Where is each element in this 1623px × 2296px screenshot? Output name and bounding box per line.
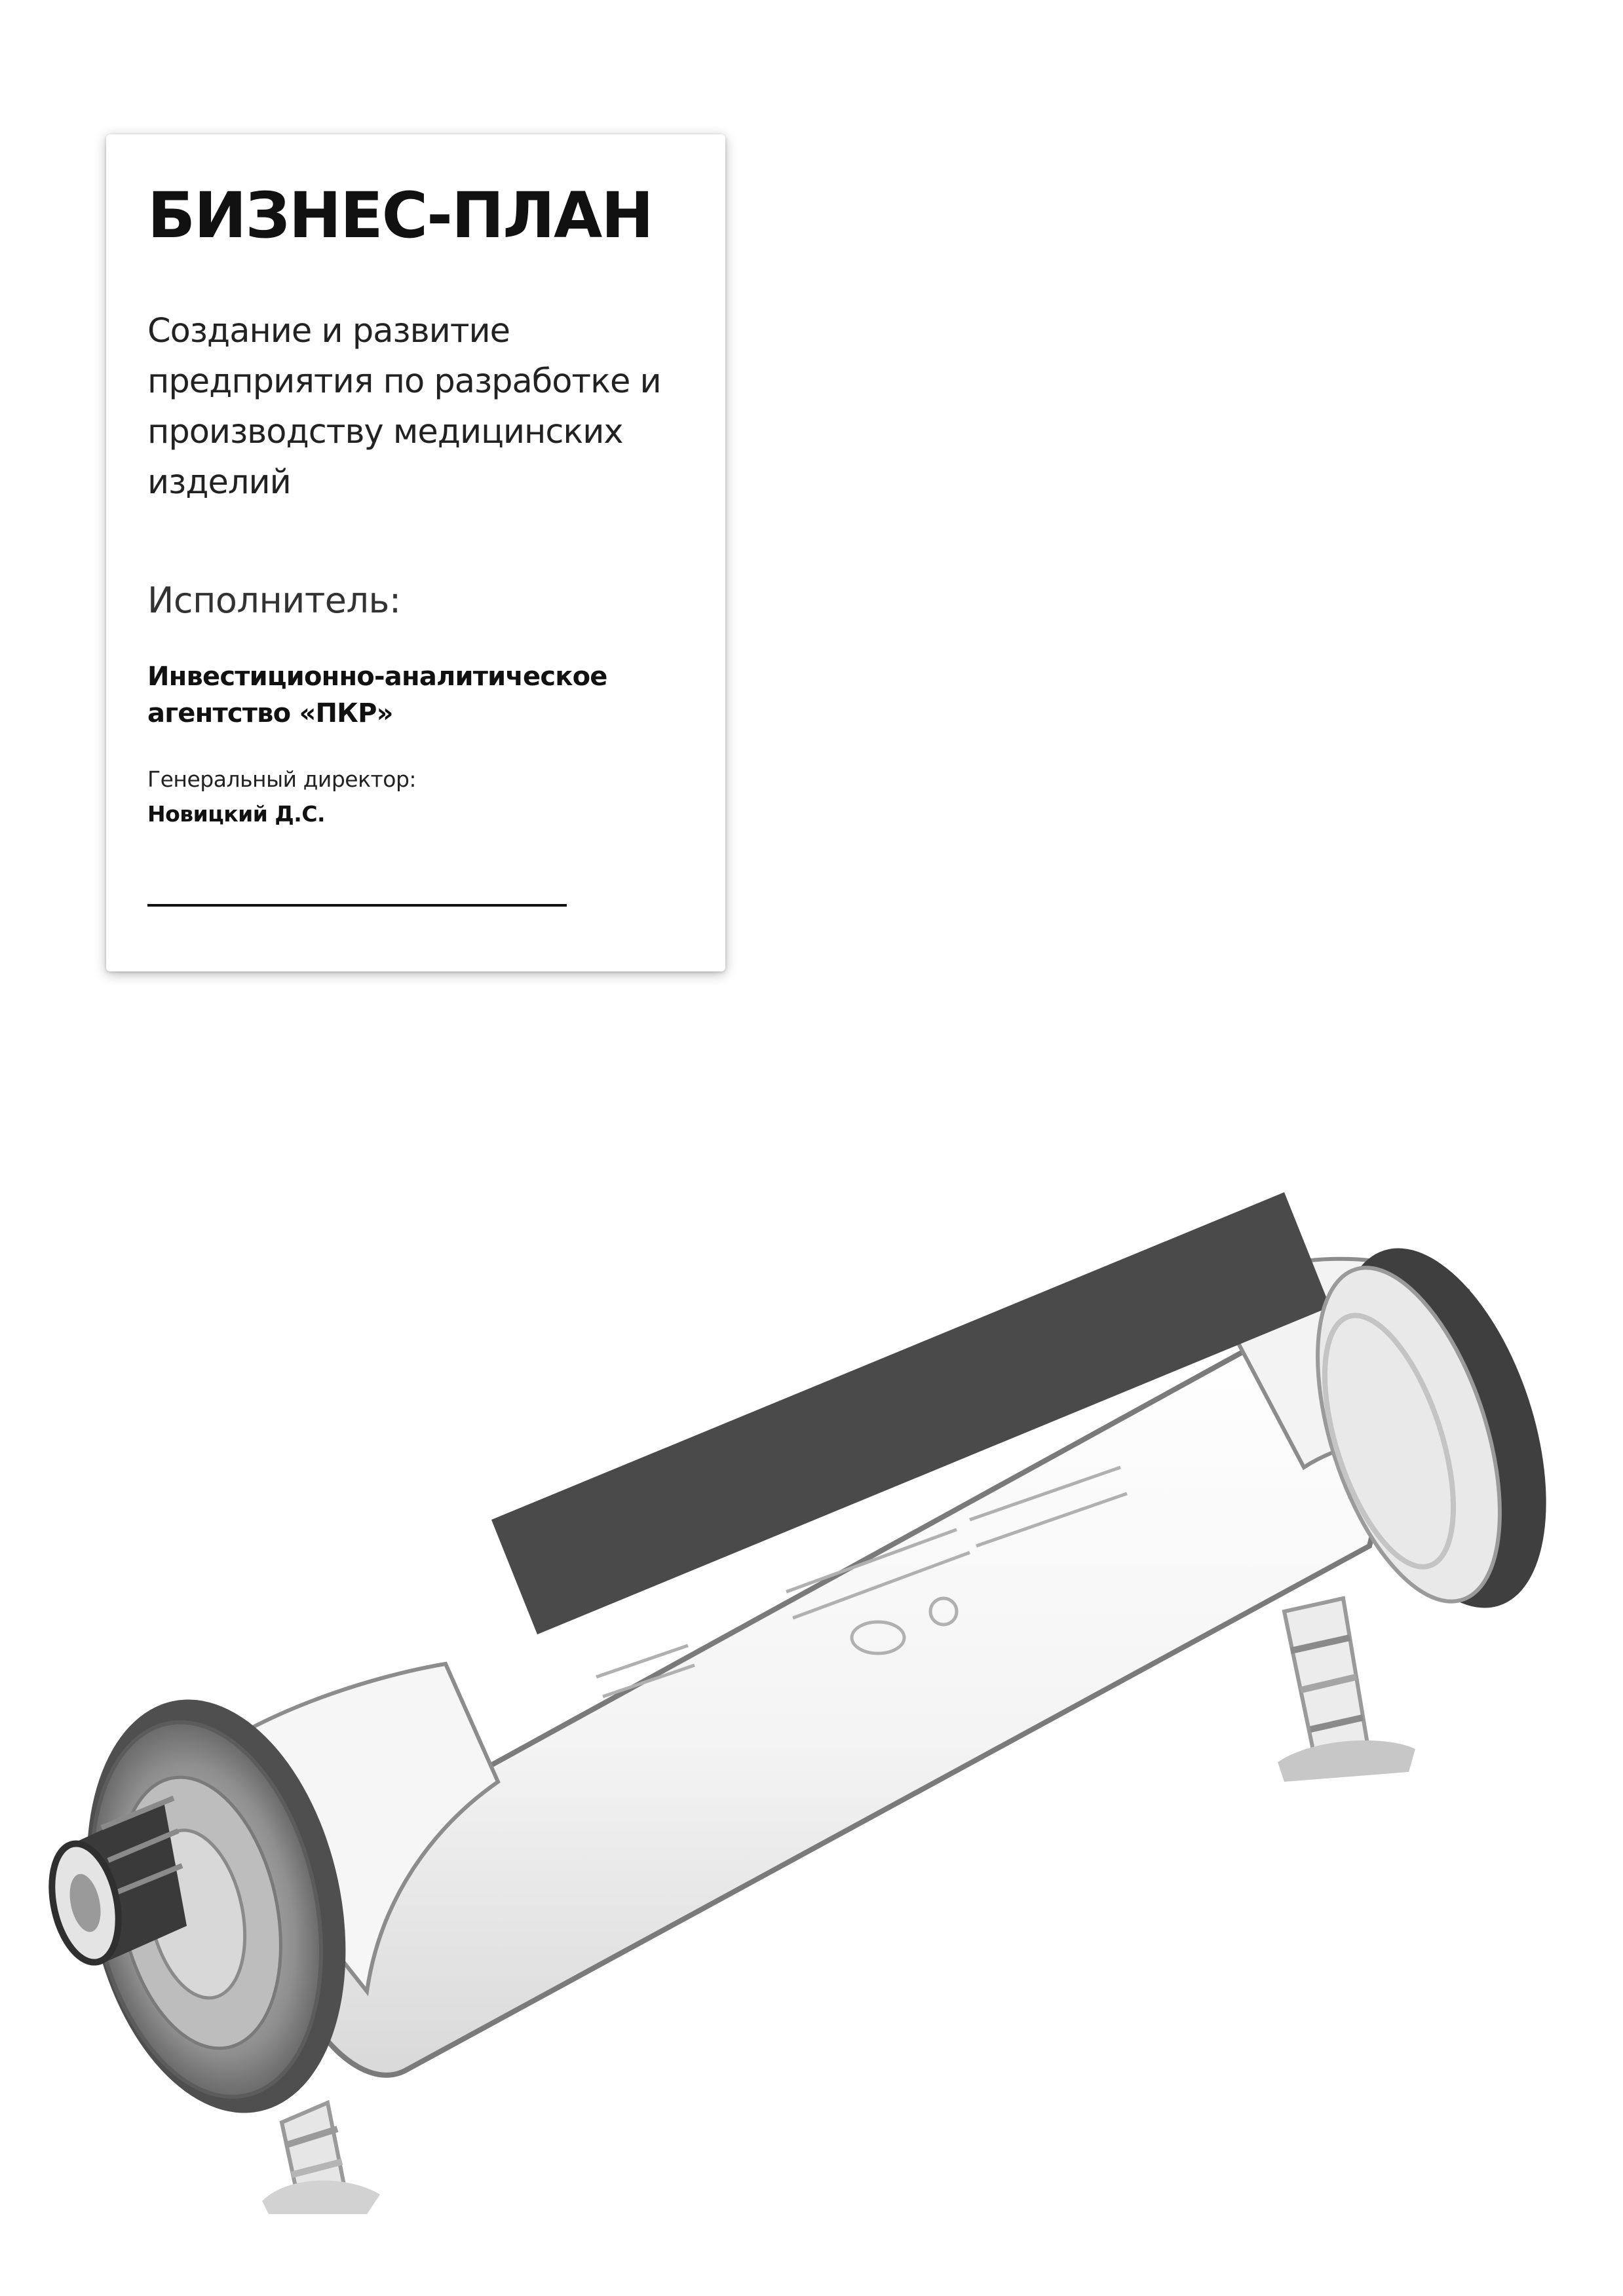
executor-label: Исполнитель: — [147, 580, 401, 621]
lower-port-icon — [262, 2103, 380, 2214]
signature-line — [147, 904, 567, 907]
title-card — [106, 134, 725, 971]
medical-device-illustration — [39, 1153, 1612, 2214]
upper-port-icon — [1278, 1598, 1415, 1782]
director-name: Новицкий Д.С. — [147, 801, 326, 827]
document-title: БИЗНЕС-ПЛАН — [147, 179, 653, 252]
agency-name: Инвестиционно-аналитическое агентство «ПКР» — [147, 662, 607, 728]
document-subtitle: Создание и развитие предприятия по разработке и производству медицинских изделий — [147, 312, 661, 502]
director-role: Генеральный директор: — [147, 766, 417, 792]
